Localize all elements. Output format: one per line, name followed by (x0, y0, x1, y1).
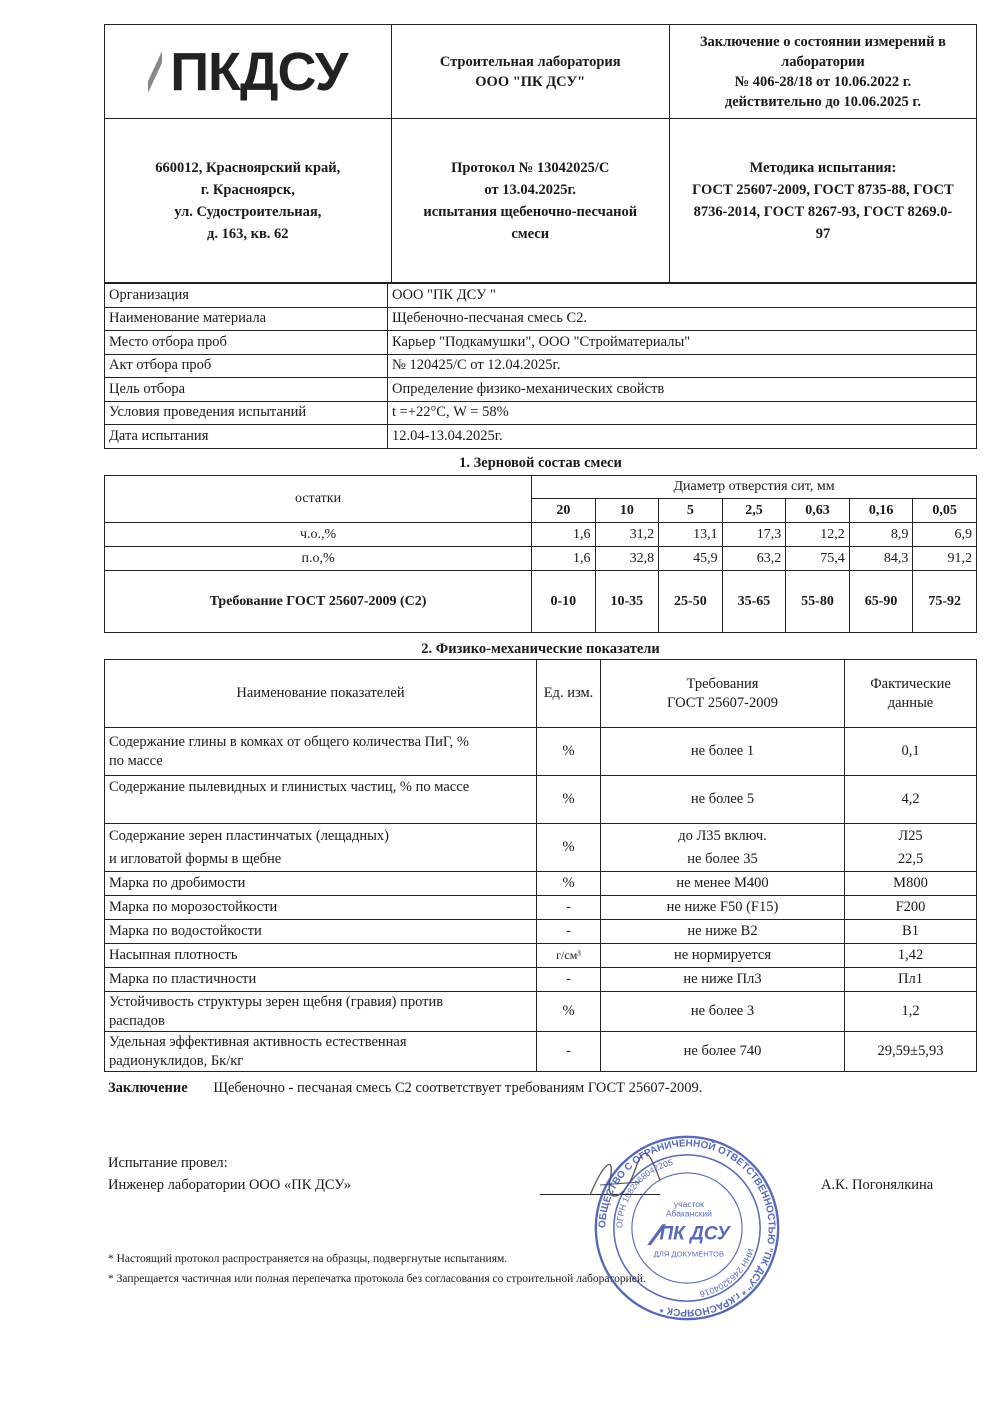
phys-table (104, 659, 977, 1072)
stamp-ogrn: ОГРН 1082468042205 (614, 1157, 674, 1229)
sieve-size: 10 (595, 499, 659, 523)
info-row: Условия проведения испытаний t =+22°С, W = 58% (105, 401, 977, 425)
phys-title: 2. Физико-механические показатели (421, 641, 660, 657)
sieve-header: Диаметр отверстия сит, мм (532, 476, 977, 499)
table-row: Удельная эффективная активность естественная радионуклидов, Бк/кг - не более 740 29,59±5,93 (105, 1032, 977, 1072)
info-row: Организация ООО "ПК ДСУ " (105, 284, 977, 308)
table-row: Марка по морозостойкости - не ниже F50 (F15) F200 (105, 896, 977, 920)
table-row: Марка по водостойкости - не ниже В2 В1 (105, 920, 977, 944)
company-logo: ПКДСУ (170, 41, 348, 102)
stamp-center-main: ПК ДСУ (659, 1223, 730, 1245)
sieve-size: 0,63 (786, 499, 850, 523)
official-stamp (592, 1133, 782, 1323)
sieve-size: 0,16 (849, 499, 913, 523)
grain-row-header: остатки (105, 476, 532, 523)
conclusion-measurements: Заключение о состоянии измерений в лаборатории № 406-28/18 от 10.06.2022 г. действительно до 10.06.2025 г. (669, 25, 976, 119)
protocol-info: Протокол № 13042025/С от 13.04.2025г. испытания щебеночно-песчаной смеси (391, 119, 669, 283)
table-row: Содержание пылевидных и глинистых частиц, % по массе % не более 5 4,2 (105, 776, 977, 824)
stamp-center-top-1: участок (673, 1199, 704, 1210)
sieve-size: 0,05 (913, 499, 977, 523)
stamp-inn: ИНН 2463204016 (698, 1247, 756, 1300)
sieve-size: 2,5 (722, 499, 786, 523)
signature-line2: Инженер лаборатории ООО «ПК ДСУ» (108, 1177, 351, 1193)
footnote-1: * Настоящий протокол распространяется на образцы, подвергнутые испытаниям. (108, 1253, 508, 1265)
conclusion-text: Щебеночно - песчаная смесь С2 соответствует требованиям ГОСТ 25607-2009. (213, 1080, 703, 1096)
table-row: Устойчивость структуры зерен щебня (гравия) против распадов % не более 3 1,2 (105, 992, 977, 1032)
address: 660012, Красноярский край, г. Красноярск, ул. Судостроительная, д. 163, кв. 62 (105, 119, 392, 283)
info-table (104, 283, 977, 449)
sieve-size: 20 (532, 499, 595, 523)
logo-cell (105, 25, 392, 119)
table-row: ч.о.,% 1,6 31,2 13,1 17,3 12,2 8,9 6,9 (105, 523, 977, 547)
stamp-center-bottom: ДЛЯ ДОКУМЕНТОВ (653, 1249, 725, 1259)
lab-title: Строительная лаборатория ООО "ПК ДСУ" (391, 25, 669, 119)
info-row: Акт отбора проб № 120425/С от 12.04.2025г. (105, 354, 977, 378)
table-row: п.о,% 1,6 32,8 45,9 63,2 75,4 84,3 91,2 (105, 547, 977, 571)
stamp-center-top-2: Абаканский (665, 1208, 712, 1219)
table-row: Насыпная плотность г/см³ не нормируется 1,42 (105, 944, 977, 968)
info-row: Место отбора проб Карьер "Подкамушки", ООО "Стройматериалы" (105, 331, 977, 355)
table-row: Содержание глины в комках от общего количества ПиГ, % по массе % не более 1 0,1 (105, 728, 977, 776)
table-row: Содержание зерен пластинчатых (лещадных) и игловатой формы в щебне % до Л35 включ. не более 35 Л25 22,5 (105, 824, 977, 872)
col-unit-header: Ед. изм. (537, 660, 601, 728)
logo-slash-icon (148, 45, 162, 99)
grain-title: 1. Зерновой состав смеси (459, 455, 622, 471)
col-req-header: Требования ГОСТ 25607-2009 (601, 660, 845, 728)
header-table (104, 24, 977, 283)
conclusion (108, 1080, 702, 1097)
conclusion-label: Заключение (108, 1080, 188, 1096)
table-row: Марка по дробимости % не менее М400 М800 (105, 872, 977, 896)
test-method: Методика испытания: ГОСТ 25607-2009, ГОСТ 8735-88, ГОСТ 8736-2014, ГОСТ 8267-93, ГОСТ 8269.0- 97 (669, 119, 976, 283)
signature-line1: Испытание провел: (108, 1155, 228, 1171)
requirement-row: Требование ГОСТ 25607-2009 (С2) 0-10 10-35 25-50 35-65 55-80 65-90 75-92 (105, 571, 977, 633)
info-row: Цель отбора Определение физико-механических свойств (105, 378, 977, 402)
grain-table (104, 475, 977, 633)
table-row: Марка по пластичности - не ниже Пл3 Пл1 (105, 968, 977, 992)
signatory-name: А.К. Погонялкина (821, 1177, 934, 1193)
info-row: Дата испытания 12.04-13.04.2025г. (105, 425, 977, 449)
footnote-2: * Запрещается частичная или полная перепечатка протокола без согласования со строительной лабораторией. (108, 1273, 646, 1285)
stamp-outer-text: ОБЩЕСТВО С ОГРАНИЧЕННОЙ ОТВЕТСТВЕННОСТЬЮ "ПК ДСУ" * г.КРАСНОЯРСК * (597, 1138, 777, 1318)
info-row: Наименование материала Щебеночно-песчаная смесь С2. (105, 307, 977, 331)
sieve-size: 5 (659, 499, 723, 523)
col-fact-header: Фактические данные (845, 660, 977, 728)
col-name-header: Наименование показателей (105, 660, 537, 728)
